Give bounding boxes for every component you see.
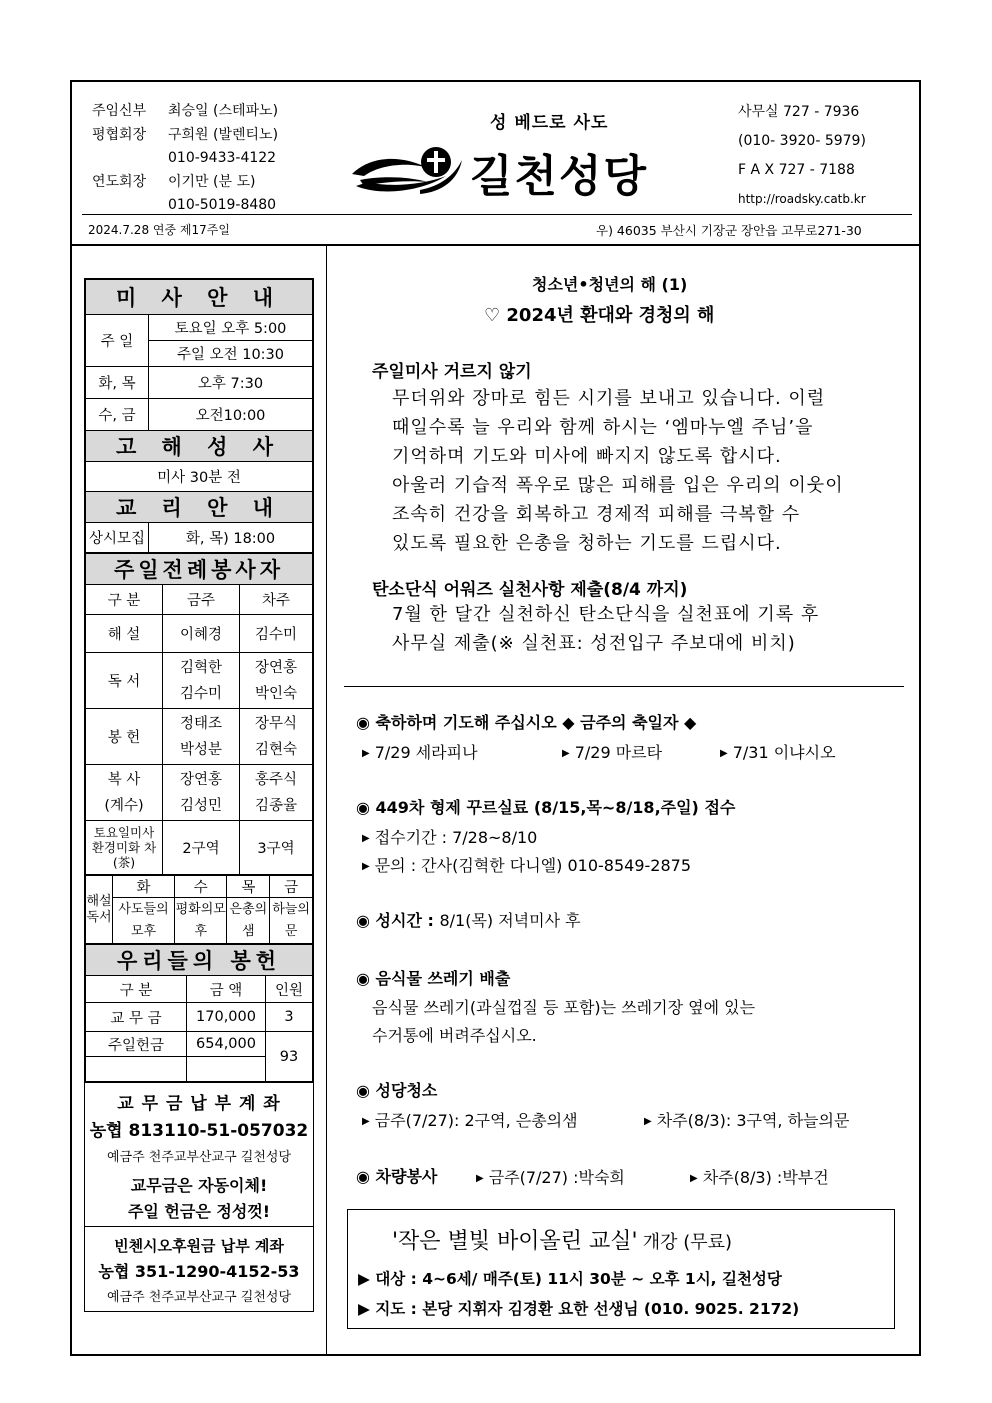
catechism-title: 교 리 안 내 [86,492,313,523]
reading-this-2: 김수미 [179,685,223,702]
reading-this-1: 김혁한 [179,659,223,676]
vehicle-this-week: ▶ 금주(7/27) :박숙희 [476,1168,625,1187]
vehicle-service-heading: ◉ 차량봉사 [356,1167,438,1186]
cleaning-next-week: ▶ 차주(8/3): 3구역, 하늘의문 [644,1111,850,1130]
violin-class-box [347,1209,895,1329]
cleaning-heading: ◉ 성당청소 [356,1081,438,1100]
sunday-offering-count: 93 [266,1032,313,1082]
cursillo-heading: ◉ 449차 형제 꾸르실료 (8/15,목~8/18,주일) 접수 [356,798,736,817]
pastor-name: 최승일 (스테파노) [168,103,279,119]
food-waste-heading: ◉ 음식물 쓰레기 배출 [356,969,511,988]
offering-next-2: 김현숙 [254,741,298,758]
reading-next-2: 박인숙 [254,685,298,702]
weekday-fri: 금 [270,876,313,898]
council-role: 평협회장 [92,126,147,143]
catechism-label: 상시모집 [86,523,149,553]
commentary-this: 이혜경 [163,615,240,653]
pastor-role: 주임신부 [92,103,147,119]
mass-sunday-label: 주 일 [86,315,149,367]
food-waste-line-2: 수거통에 버려주십시오. [372,1026,537,1045]
holy-hour-heading: ◉ 성시간 : 8/1(목) 저녁미사 후 [356,911,581,930]
church-logo-icon [350,146,468,202]
notice-offering: 주일 헌금은 정성껏! [127,1202,271,1221]
feast-heading: ◉ 축하하며 기도해 주십시오 ◆ 금주의 축일자 ◆ [356,713,697,732]
mass-title: 미 사 안 내 [86,280,313,315]
section-divider [344,686,904,687]
notice-auto-transfer: 교무금은 자동이체! [130,1176,268,1195]
sunday-mass-line: 있도록 필요한 은총을 청하는 기도를 드립시다. [392,533,782,554]
year-title: ♡ 2024년 환대와 경청의 해 [484,305,715,326]
sunday-mass-line: 조속히 건강을 회복하고 경제적 피해를 극복할 수 [392,504,801,525]
column-divider [326,246,327,1356]
feast-item-2: ▶ 7/29 마르타 [562,743,663,762]
holy-hour-text: 8/1(목) 저녁미사 후 [439,911,581,930]
sunday-mass-line: 때일수록 늘 우리와 함께 하시는 ‘엠마누엘 주님’을 [392,417,814,438]
servers-head-category: 구 분 [86,585,163,615]
council-name: 구희원 (발렌티노) [168,126,279,143]
issue-date: 2024.7.28 연중 제17주일 [88,223,230,237]
feast-item-3: ▶ 7/31 이냐시오 [720,743,836,762]
sunday-mass-line: 무더위와 장마로 힘든 시기를 보내고 있습니다. 이럴 [392,388,826,409]
violin-class-teacher: ▶ 지도 : 본당 지휘자 김경환 요한 선생님 (010. 9025. 2172) [358,1300,800,1318]
account2-number: 농협 351-1290-4152-53 [98,1262,300,1281]
catechism-time: 화, 목) 18:00 [149,523,313,553]
weekday-group-thu: 은총의샘 [227,898,270,944]
feast-item-1: ▶ 7/29 세라피나 [362,743,478,762]
weekday-group-wed: 평화의모후 [175,898,227,944]
account2-holder: 예금주 천주교부산교구 길천성당 [106,1290,292,1305]
offering-head-category: 구 분 [86,976,187,1003]
weekday-wed: 수 [175,876,227,898]
mass-sunday-1: 토요일 오후 5:00 [149,315,313,341]
weekday-group-tue: 사도들의모후 [113,898,175,944]
offering-this-2: 박성분 [179,741,223,758]
cursillo-contact: ▶ 문의 : 간사(김혁한 다니엘) 010-8549-2875 [362,856,692,875]
copy-label-2: (계수) [104,797,144,814]
confession-time: 미사 30분 전 [86,462,313,492]
office-fax: F A X 727 - 7188 [738,162,855,178]
violin-class-title: '작은 별빛 바이올린 교실' [392,1229,638,1254]
cleaning-this-week: ▶ 금주(7/27): 2구역, 은총의샘 [362,1111,578,1130]
weekday-thu: 목 [227,876,270,898]
offering-label: 봉 헌 [86,709,163,765]
memorial-name: 이기만 (분 도) [168,173,256,190]
mass-tuethu-label: 화, 목 [86,367,149,399]
sunday-mass-heading: 주일미사 거르지 않기 [372,362,532,382]
sunday-offering-amount: 654,000 [187,1032,266,1057]
carbon-fast-line: 7월 한 달간 실천하신 탄소단식을 실천표에 기록 후 [392,604,820,625]
offering-next-1: 장무식 [254,715,298,732]
header-office [738,98,866,214]
account1-holder: 예금주 천주교부산교구 길천성당 [106,1150,292,1165]
env-next: 3구역 [240,821,313,875]
sunday-mass-line: 기억하며 기도와 미사에 빠지지 않도록 합시다. [392,446,782,467]
copy-this-2: 김성민 [179,797,223,814]
carbon-fast-text [392,600,819,658]
header-bottom-line [72,244,921,246]
servers-head-next: 차주 [240,585,313,615]
theme-title: 청소년•청년의 해 (1) [532,275,688,294]
office-phone: 사무실 727 - 7936 [738,104,860,120]
tithe-count: 3 [266,1003,313,1032]
bulletin-frame [70,80,921,1356]
memorial-phone: 010-5019-8480 [168,197,277,213]
commentary-next: 김수미 [240,615,313,653]
commentary-label: 해 설 [86,615,163,653]
church-name: 길천성당 [470,151,649,202]
offering-title: 우리들의 봉헌 [86,945,313,976]
patron-motto: 성 베드로 사도 [490,113,609,133]
carbon-fast-line: 사무실 제출(※ 실천표: 성전입구 주보대에 비치) [392,633,796,654]
reading-next-1: 장연홍 [254,659,298,676]
sunday-mass-line: 아울러 기습적 폭우로 많은 피해를 입은 우리의 이웃이 [392,475,844,496]
weekday-group-fri: 하늘의문 [270,898,313,944]
offering-this-1: 정태조 [179,715,223,732]
offering-head-count: 인원 [266,976,313,1003]
account2-title: 빈첸시오후원금 납부 계좌 [114,1237,284,1255]
sunday-mass-text [392,384,844,558]
cursillo-period: ▶ 접수기간 : 7/28~8/10 [362,828,538,847]
violin-class-open: 개강 (무료) [642,1232,733,1253]
copy-next-2: 김종율 [254,797,298,814]
confession-title: 고 해 성 사 [86,431,313,462]
copy-label-1: 복 사 [107,771,141,788]
mass-wedfri-time: 오전10:00 [149,399,313,431]
website-link[interactable]: http://roadsky.catb.kr [738,192,866,206]
council-phone: 010-9433-4122 [168,150,277,166]
mass-wedfri-label: 수, 금 [86,399,149,431]
env-this: 2구역 [163,821,240,875]
mass-tuethu-time: 오후 7:30 [149,367,313,399]
weekday-tue: 화 [113,876,175,898]
tithe-label: 교 무 금 [86,1003,187,1032]
church-address: 우) 46035 부산시 기장군 장안읍 고무로271-30 [596,223,862,238]
food-waste-line-1: 음식물 쓰레기(과실껍질 등 포함)는 쓰레기장 옆에 있는 [372,998,756,1017]
servers-head-this: 금주 [163,585,240,615]
vehicle-next-week: ▶ 차주(8/3) :박부건 [690,1168,829,1187]
violin-class-target: ▶ 대상 : 4~6세/ 매주(토) 11시 30분 ~ 오후 1시, 길천성당 [358,1270,782,1288]
env-label: 토요일미사 환경미화 차(茶) [86,821,163,875]
header-contacts [92,100,278,218]
sidebar [84,278,314,1312]
servers-title: 주일전례봉사자 [86,554,313,585]
sunday-offering-label: 주일헌금 [86,1032,187,1057]
offering-head-amount: 금 액 [187,976,266,1003]
mass-sunday-2: 주일 오전 10:30 [149,341,313,367]
memorial-role: 연도회장 [92,173,147,190]
carbon-fast-heading: 탄소단식 어워즈 실천사항 제출(8/4 까지) [372,580,688,600]
reading-label: 독 서 [86,653,163,709]
weekday-label: 해설독서 [86,876,113,944]
header-divider [82,214,912,215]
copy-next-1: 홍주식 [254,771,298,788]
tithe-amount: 170,000 [187,1003,266,1032]
account1-title: 교 무 금 납 부 계 좌 [117,1094,281,1114]
office-mobile: (010- 3920- 5979) [738,133,866,149]
account1-number: 농협 813110-51-057032 [89,1121,309,1141]
copy-this-1: 장연홍 [179,771,223,788]
